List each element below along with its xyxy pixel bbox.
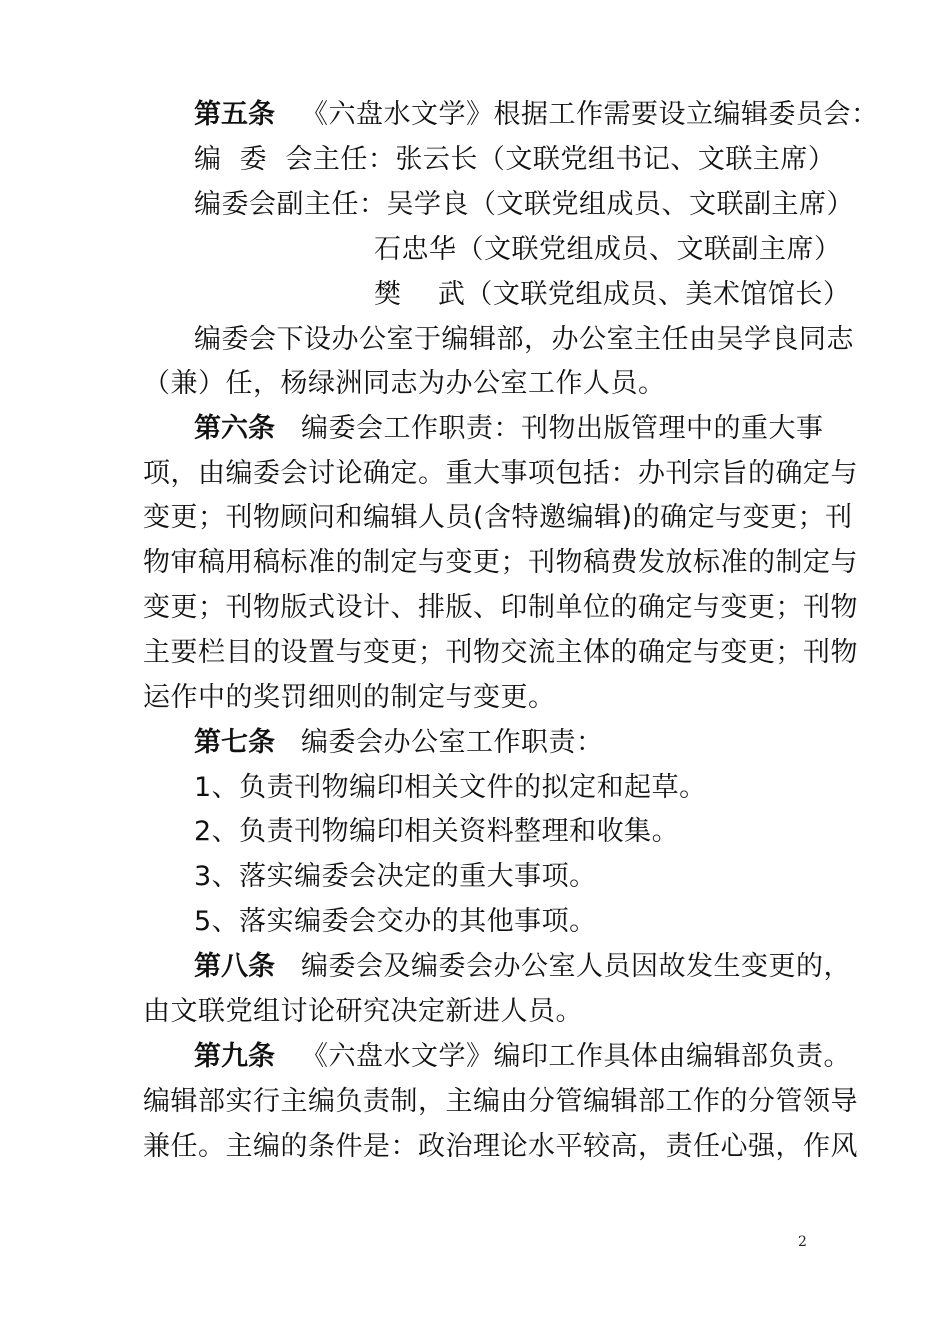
article-6-line-7: 运作中的奖罚细则的制定与变更。 [143, 682, 556, 713]
committee-director: 编 委 会主任：张云长（文联党组书记、文联主席） [194, 144, 836, 175]
article-6-line-6: 主要栏目的设置与变更；刊物交流主体的确定与变更；刊物 [143, 637, 858, 668]
article-6-heading [194, 411, 824, 447]
page-number: 2 [798, 1234, 807, 1250]
article-label: 第五条 [194, 99, 275, 130]
list-item: 5、落实编委会交办的其他事项。 [194, 906, 597, 937]
list-item: 2、负责刊物编印相关资料整理和收集。 [194, 816, 680, 847]
article-8-line-2: 由文联党组讨论研究决定新进人员。 [143, 996, 583, 1027]
article-label: 第六条 [194, 413, 275, 444]
article-label: 第八条 [194, 951, 275, 982]
article-7-heading [194, 725, 604, 761]
article-8-heading [194, 949, 851, 985]
article-6-line-3: 变更；刊物顾问和编辑人员(含特邀编辑)的确定与变更；刊 [143, 502, 853, 533]
article-text: 《六盘水文学》根据工作需要设立编辑委员会： [301, 99, 879, 130]
article-text: 编委会工作职责：刊物出版管理中的重大事 [301, 413, 824, 444]
article-6-line-4: 物审稿用稿标准的制定与变更；刊物稿费发放标准的制定与 [143, 547, 858, 578]
list-item: 1、负责刊物编印相关文件的拟定和起草。 [194, 772, 707, 803]
article-6-line-2: 项，由编委会讨论确定。重大事项包括：办刊宗旨的确定与 [143, 458, 858, 489]
committee-deputy-3: 樊 武（文联党组成员、美术馆馆长） [374, 279, 851, 310]
list-item: 3、落实编委会决定的重大事项。 [194, 861, 597, 892]
article-9-line-2: 编辑部实行主编负责制，主编由分管编辑部工作的分管领导 [143, 1086, 858, 1117]
office-setup-line-2: （兼）任，杨绿洲同志为办公室工作人员。 [143, 368, 666, 399]
committee-deputy-2: 石忠华（文联党组成员、文联副主席） [374, 234, 842, 265]
article-label: 第九条 [194, 1041, 275, 1072]
article-9-line-3: 兼任。主编的条件是：政治理论水平较高，责任心强，作风 [143, 1131, 858, 1162]
article-5-heading [194, 97, 879, 133]
article-6-line-5: 变更；刊物版式设计、排版、印制单位的确定与变更；刊物 [143, 592, 858, 623]
article-text: 《六盘水文学》编印工作具体由编辑部负责。 [301, 1041, 851, 1072]
article-9-heading [194, 1039, 851, 1075]
article-label: 第七条 [194, 727, 275, 758]
office-setup-line-1: 编委会下设办公室于编辑部，办公室主任由吴学良同志 [194, 324, 854, 355]
article-text: 编委会及编委会办公室人员因故发生变更的， [301, 951, 851, 982]
article-text: 编委会办公室工作职责： [301, 727, 604, 758]
committee-deputy-1: 编委会副主任：吴学良（文联党组成员、文联副主席） [194, 189, 854, 220]
